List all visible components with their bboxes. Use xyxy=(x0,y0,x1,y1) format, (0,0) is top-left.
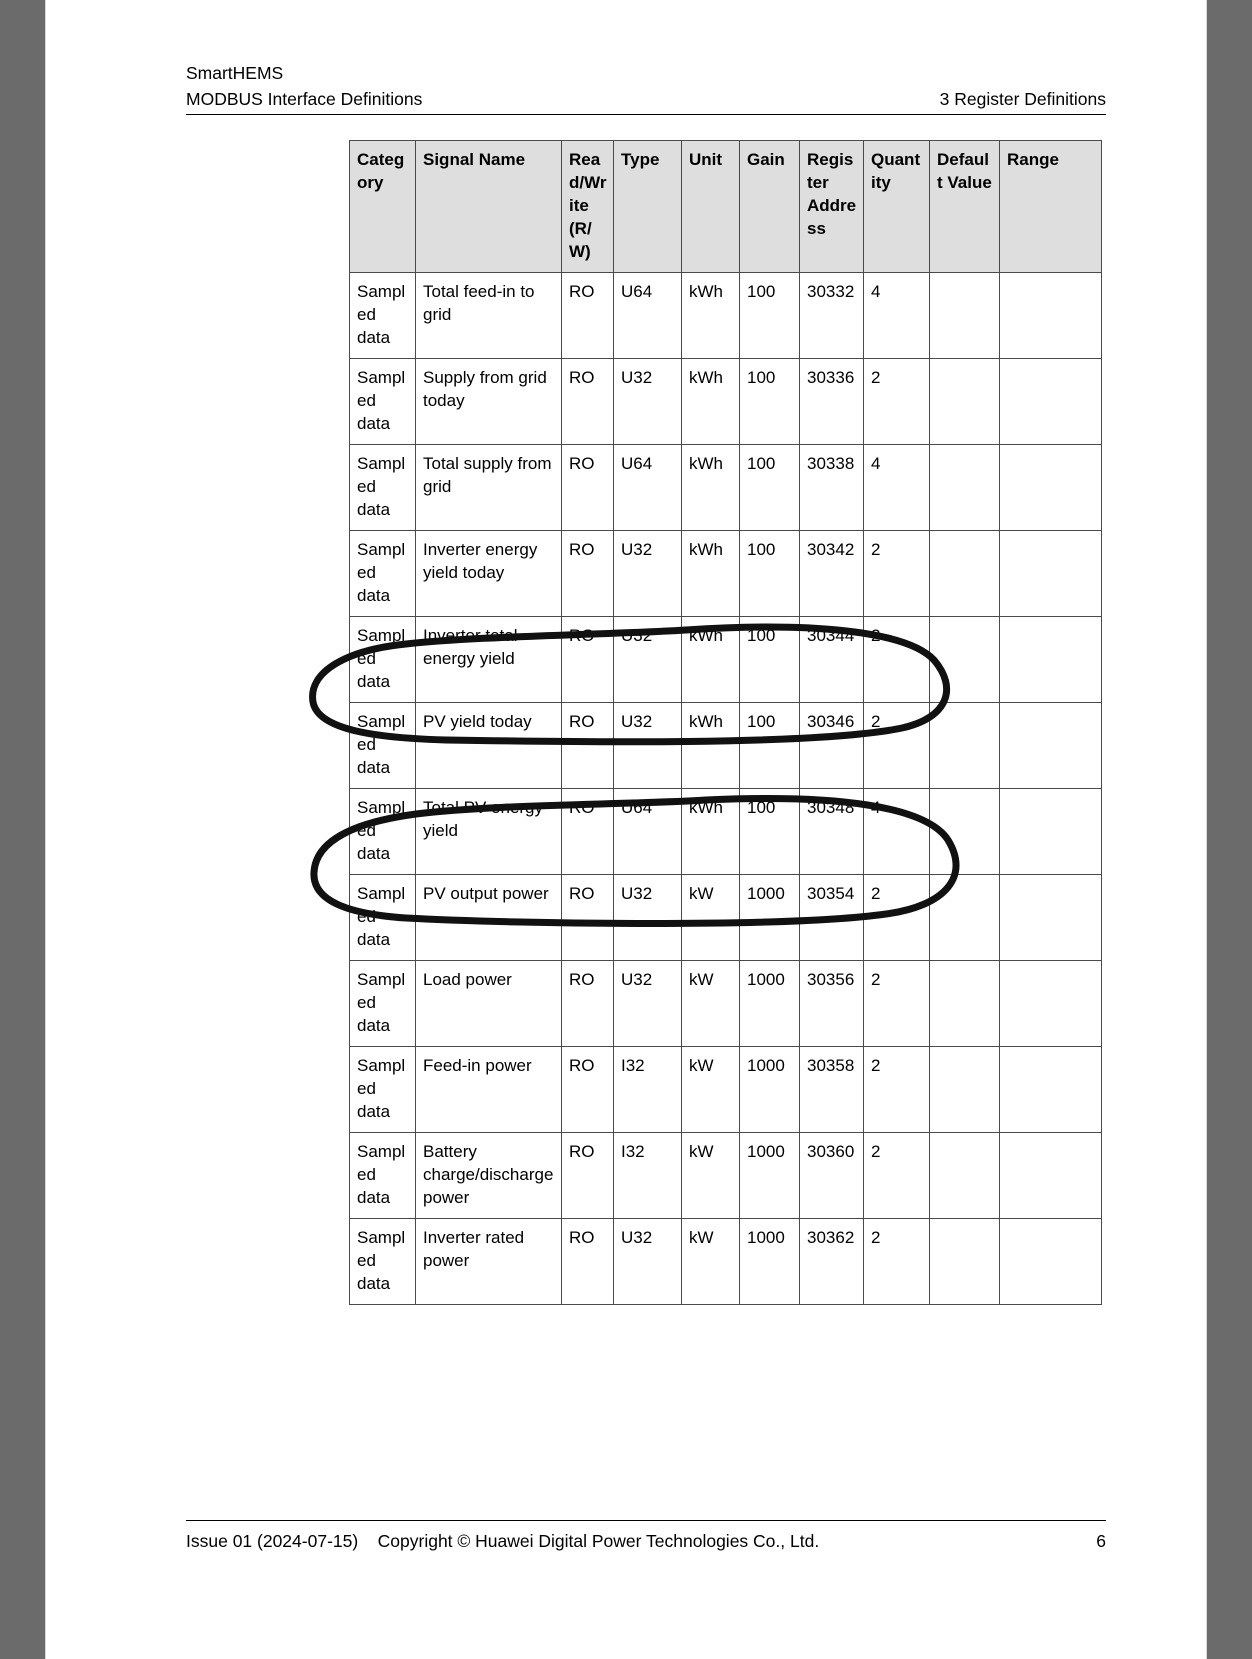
cell-range xyxy=(1000,617,1102,703)
cell-register-address: 30332 xyxy=(800,273,864,359)
cell-unit: kW xyxy=(682,1219,740,1305)
header-subtitle-row xyxy=(186,86,1106,115)
cell-default-value xyxy=(930,531,1000,617)
cell-range xyxy=(1000,531,1102,617)
cell-range xyxy=(1000,789,1102,875)
cell-category: Sampled data xyxy=(350,273,416,359)
column-header-register-address: Register Address xyxy=(800,141,864,273)
table-row xyxy=(350,1133,1102,1219)
cell-read-write: RO xyxy=(562,273,614,359)
cell-quantity: 2 xyxy=(864,1133,930,1219)
cell-type: U32 xyxy=(614,359,682,445)
page-footer xyxy=(186,1520,1106,1552)
cell-read-write: RO xyxy=(562,961,614,1047)
table-row xyxy=(350,531,1102,617)
table-row xyxy=(350,1219,1102,1305)
column-header-default-value: Default Value xyxy=(930,141,1000,273)
cell-category: Sampled data xyxy=(350,703,416,789)
cell-type: U32 xyxy=(614,703,682,789)
cell-default-value xyxy=(930,1133,1000,1219)
cell-default-value xyxy=(930,875,1000,961)
cell-type: I32 xyxy=(614,1133,682,1219)
cell-quantity: 2 xyxy=(864,1219,930,1305)
table-body xyxy=(350,273,1102,1305)
column-header-type: Type xyxy=(614,141,682,273)
cell-unit: kWh xyxy=(682,617,740,703)
cell-default-value xyxy=(930,961,1000,1047)
cell-gain: 100 xyxy=(740,789,800,875)
cell-type: U64 xyxy=(614,445,682,531)
cell-signal-name: Supply from grid today xyxy=(416,359,562,445)
cell-default-value xyxy=(930,273,1000,359)
cell-category: Sampled data xyxy=(350,1219,416,1305)
table-row xyxy=(350,703,1102,789)
cell-unit: kW xyxy=(682,1133,740,1219)
cell-unit: kWh xyxy=(682,359,740,445)
cell-read-write: RO xyxy=(562,531,614,617)
cell-read-write: RO xyxy=(562,703,614,789)
cell-signal-name: Load power xyxy=(416,961,562,1047)
cell-gain: 100 xyxy=(740,531,800,617)
column-header-category: Category xyxy=(350,141,416,273)
cell-quantity: 4 xyxy=(864,273,930,359)
cell-quantity: 2 xyxy=(864,531,930,617)
cell-read-write: RO xyxy=(562,359,614,445)
cell-signal-name: Inverter total energy yield xyxy=(416,617,562,703)
table-header-row xyxy=(350,141,1102,273)
column-header-range: Range xyxy=(1000,141,1102,273)
cell-range xyxy=(1000,273,1102,359)
cell-gain: 1000 xyxy=(740,1219,800,1305)
cell-type: U64 xyxy=(614,273,682,359)
cell-quantity: 2 xyxy=(864,617,930,703)
footer-page-number: 6 xyxy=(1096,1531,1106,1551)
cell-read-write: RO xyxy=(562,1047,614,1133)
cell-quantity: 2 xyxy=(864,359,930,445)
cell-default-value xyxy=(930,359,1000,445)
cell-register-address: 30336 xyxy=(800,359,864,445)
cell-type: U64 xyxy=(614,789,682,875)
cell-unit: kW xyxy=(682,1047,740,1133)
cell-signal-name: Total supply from grid xyxy=(416,445,562,531)
cell-type: U32 xyxy=(614,961,682,1047)
table-row xyxy=(350,961,1102,1047)
cell-unit: kWh xyxy=(682,273,740,359)
cell-unit: kWh xyxy=(682,531,740,617)
cell-gain: 1000 xyxy=(740,1133,800,1219)
cell-category: Sampled data xyxy=(350,1133,416,1219)
cell-range xyxy=(1000,875,1102,961)
cell-quantity: 4 xyxy=(864,789,930,875)
cell-category: Sampled data xyxy=(350,961,416,1047)
cell-range xyxy=(1000,1133,1102,1219)
cell-default-value xyxy=(930,445,1000,531)
cell-register-address: 30346 xyxy=(800,703,864,789)
cell-category: Sampled data xyxy=(350,1047,416,1133)
cell-gain: 100 xyxy=(740,703,800,789)
cell-unit: kWh xyxy=(682,703,740,789)
column-header-signal-name: Signal Name xyxy=(416,141,562,273)
cell-category: Sampled data xyxy=(350,359,416,445)
cell-signal-name: Inverter rated power xyxy=(416,1219,562,1305)
cell-register-address: 30348 xyxy=(800,789,864,875)
table-row xyxy=(350,359,1102,445)
cell-gain: 1000 xyxy=(740,875,800,961)
cell-quantity: 4 xyxy=(864,445,930,531)
table-row xyxy=(350,875,1102,961)
cell-unit: kWh xyxy=(682,445,740,531)
cell-signal-name: Total PV energy yield xyxy=(416,789,562,875)
cell-category: Sampled data xyxy=(350,445,416,531)
page-header xyxy=(186,60,1106,115)
document-page xyxy=(46,0,1206,1659)
footer-copyright: Issue 01 (2024-07-15) Copyright © Huawei Digital Power Technologies Co., Ltd. xyxy=(186,1531,820,1551)
header-subtitle: MODBUS Interface Definitions xyxy=(186,89,423,109)
cell-default-value xyxy=(930,617,1000,703)
cell-signal-name: PV output power xyxy=(416,875,562,961)
column-header-read-write: Read/Write (R/W) xyxy=(562,141,614,273)
cell-type: U32 xyxy=(614,1219,682,1305)
cell-register-address: 30360 xyxy=(800,1133,864,1219)
cell-gain: 1000 xyxy=(740,1047,800,1133)
cell-register-address: 30362 xyxy=(800,1219,864,1305)
cell-unit: kW xyxy=(682,961,740,1047)
table-row xyxy=(350,617,1102,703)
cell-read-write: RO xyxy=(562,875,614,961)
cell-type: U32 xyxy=(614,617,682,703)
cell-signal-name: Feed-in power xyxy=(416,1047,562,1133)
cell-quantity: 2 xyxy=(864,875,930,961)
cell-register-address: 30342 xyxy=(800,531,864,617)
cell-category: Sampled data xyxy=(350,531,416,617)
cell-gain: 100 xyxy=(740,359,800,445)
cell-quantity: 2 xyxy=(864,961,930,1047)
table-row xyxy=(350,445,1102,531)
cell-quantity: 2 xyxy=(864,703,930,789)
cell-signal-name: Battery charge/discharge power xyxy=(416,1133,562,1219)
cell-gain: 100 xyxy=(740,617,800,703)
cell-register-address: 30354 xyxy=(800,875,864,961)
cell-gain: 1000 xyxy=(740,961,800,1047)
cell-range xyxy=(1000,445,1102,531)
cell-read-write: RO xyxy=(562,445,614,531)
cell-unit: kW xyxy=(682,875,740,961)
cell-read-write: RO xyxy=(562,617,614,703)
cell-range xyxy=(1000,1219,1102,1305)
cell-category: Sampled data xyxy=(350,789,416,875)
cell-default-value xyxy=(930,789,1000,875)
cell-read-write: RO xyxy=(562,1219,614,1305)
cell-type: U32 xyxy=(614,531,682,617)
column-header-unit: Unit xyxy=(682,141,740,273)
cell-gain: 100 xyxy=(740,445,800,531)
cell-range xyxy=(1000,703,1102,789)
register-definitions-table xyxy=(349,140,1101,1305)
cell-category: Sampled data xyxy=(350,875,416,961)
column-header-gain: Gain xyxy=(740,141,800,273)
table-row xyxy=(350,1047,1102,1133)
cell-default-value xyxy=(930,1219,1000,1305)
cell-default-value xyxy=(930,1047,1000,1133)
cell-default-value xyxy=(930,703,1000,789)
cell-signal-name: Total feed-in to grid xyxy=(416,273,562,359)
page-content xyxy=(46,0,1206,1659)
table-row xyxy=(350,273,1102,359)
cell-unit: kWh xyxy=(682,789,740,875)
cell-type: U32 xyxy=(614,875,682,961)
cell-read-write: RO xyxy=(562,1133,614,1219)
cell-register-address: 30356 xyxy=(800,961,864,1047)
cell-range xyxy=(1000,1047,1102,1133)
cell-register-address: 30338 xyxy=(800,445,864,531)
cell-signal-name: Inverter energy yield today xyxy=(416,531,562,617)
table-row xyxy=(350,789,1102,875)
header-section: 3 Register Definitions xyxy=(939,89,1106,109)
cell-signal-name: PV yield today xyxy=(416,703,562,789)
header-title: SmartHEMS xyxy=(186,63,284,83)
cell-range xyxy=(1000,961,1102,1047)
cell-read-write: RO xyxy=(562,789,614,875)
cell-range xyxy=(1000,359,1102,445)
cell-register-address: 30344 xyxy=(800,617,864,703)
cell-quantity: 2 xyxy=(864,1047,930,1133)
cell-register-address: 30358 xyxy=(800,1047,864,1133)
cell-category: Sampled data xyxy=(350,617,416,703)
column-header-quantity: Quantity xyxy=(864,141,930,273)
cell-gain: 100 xyxy=(740,273,800,359)
cell-type: I32 xyxy=(614,1047,682,1133)
